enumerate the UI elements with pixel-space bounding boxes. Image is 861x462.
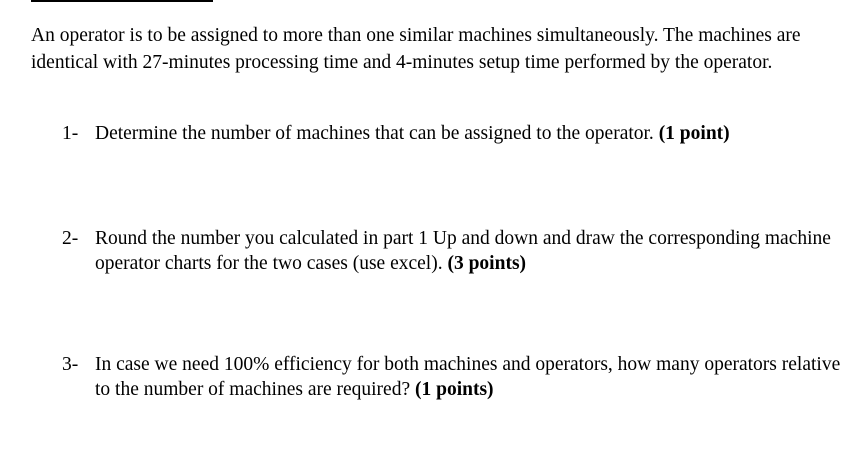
question-text: [95, 352, 842, 402]
question-text: [95, 226, 842, 276]
question-3: [62, 352, 842, 402]
question-text: [95, 121, 842, 146]
top-divider: [31, 0, 213, 2]
question-1: [62, 121, 842, 146]
question-body: Determine the number of machines that can be assigned to the operator.: [95, 123, 654, 144]
question-number: 1-: [62, 123, 79, 144]
question-points: (1 point): [658, 123, 730, 144]
question-number: 3-: [62, 354, 79, 375]
question-body: In case we need 100% efficiency for both machines and operators, how many operators relative to the number of machines are required?: [95, 354, 841, 400]
question-points: (3 points): [447, 253, 527, 274]
problem-statement: An operator is to be assigned to more than one similar machines simultaneously. The machines are identical with 27-minutes processing time and 4-minutes setup time performed by the operator.: [31, 25, 801, 73]
question-2: [62, 226, 842, 276]
question-points: (1 points): [415, 379, 494, 400]
question-number: 2-: [62, 228, 79, 249]
question-body: Round the number you calculated in part 1 Up and down and draw the corresponding machine operator charts for the two cases (use excel).: [95, 228, 831, 274]
